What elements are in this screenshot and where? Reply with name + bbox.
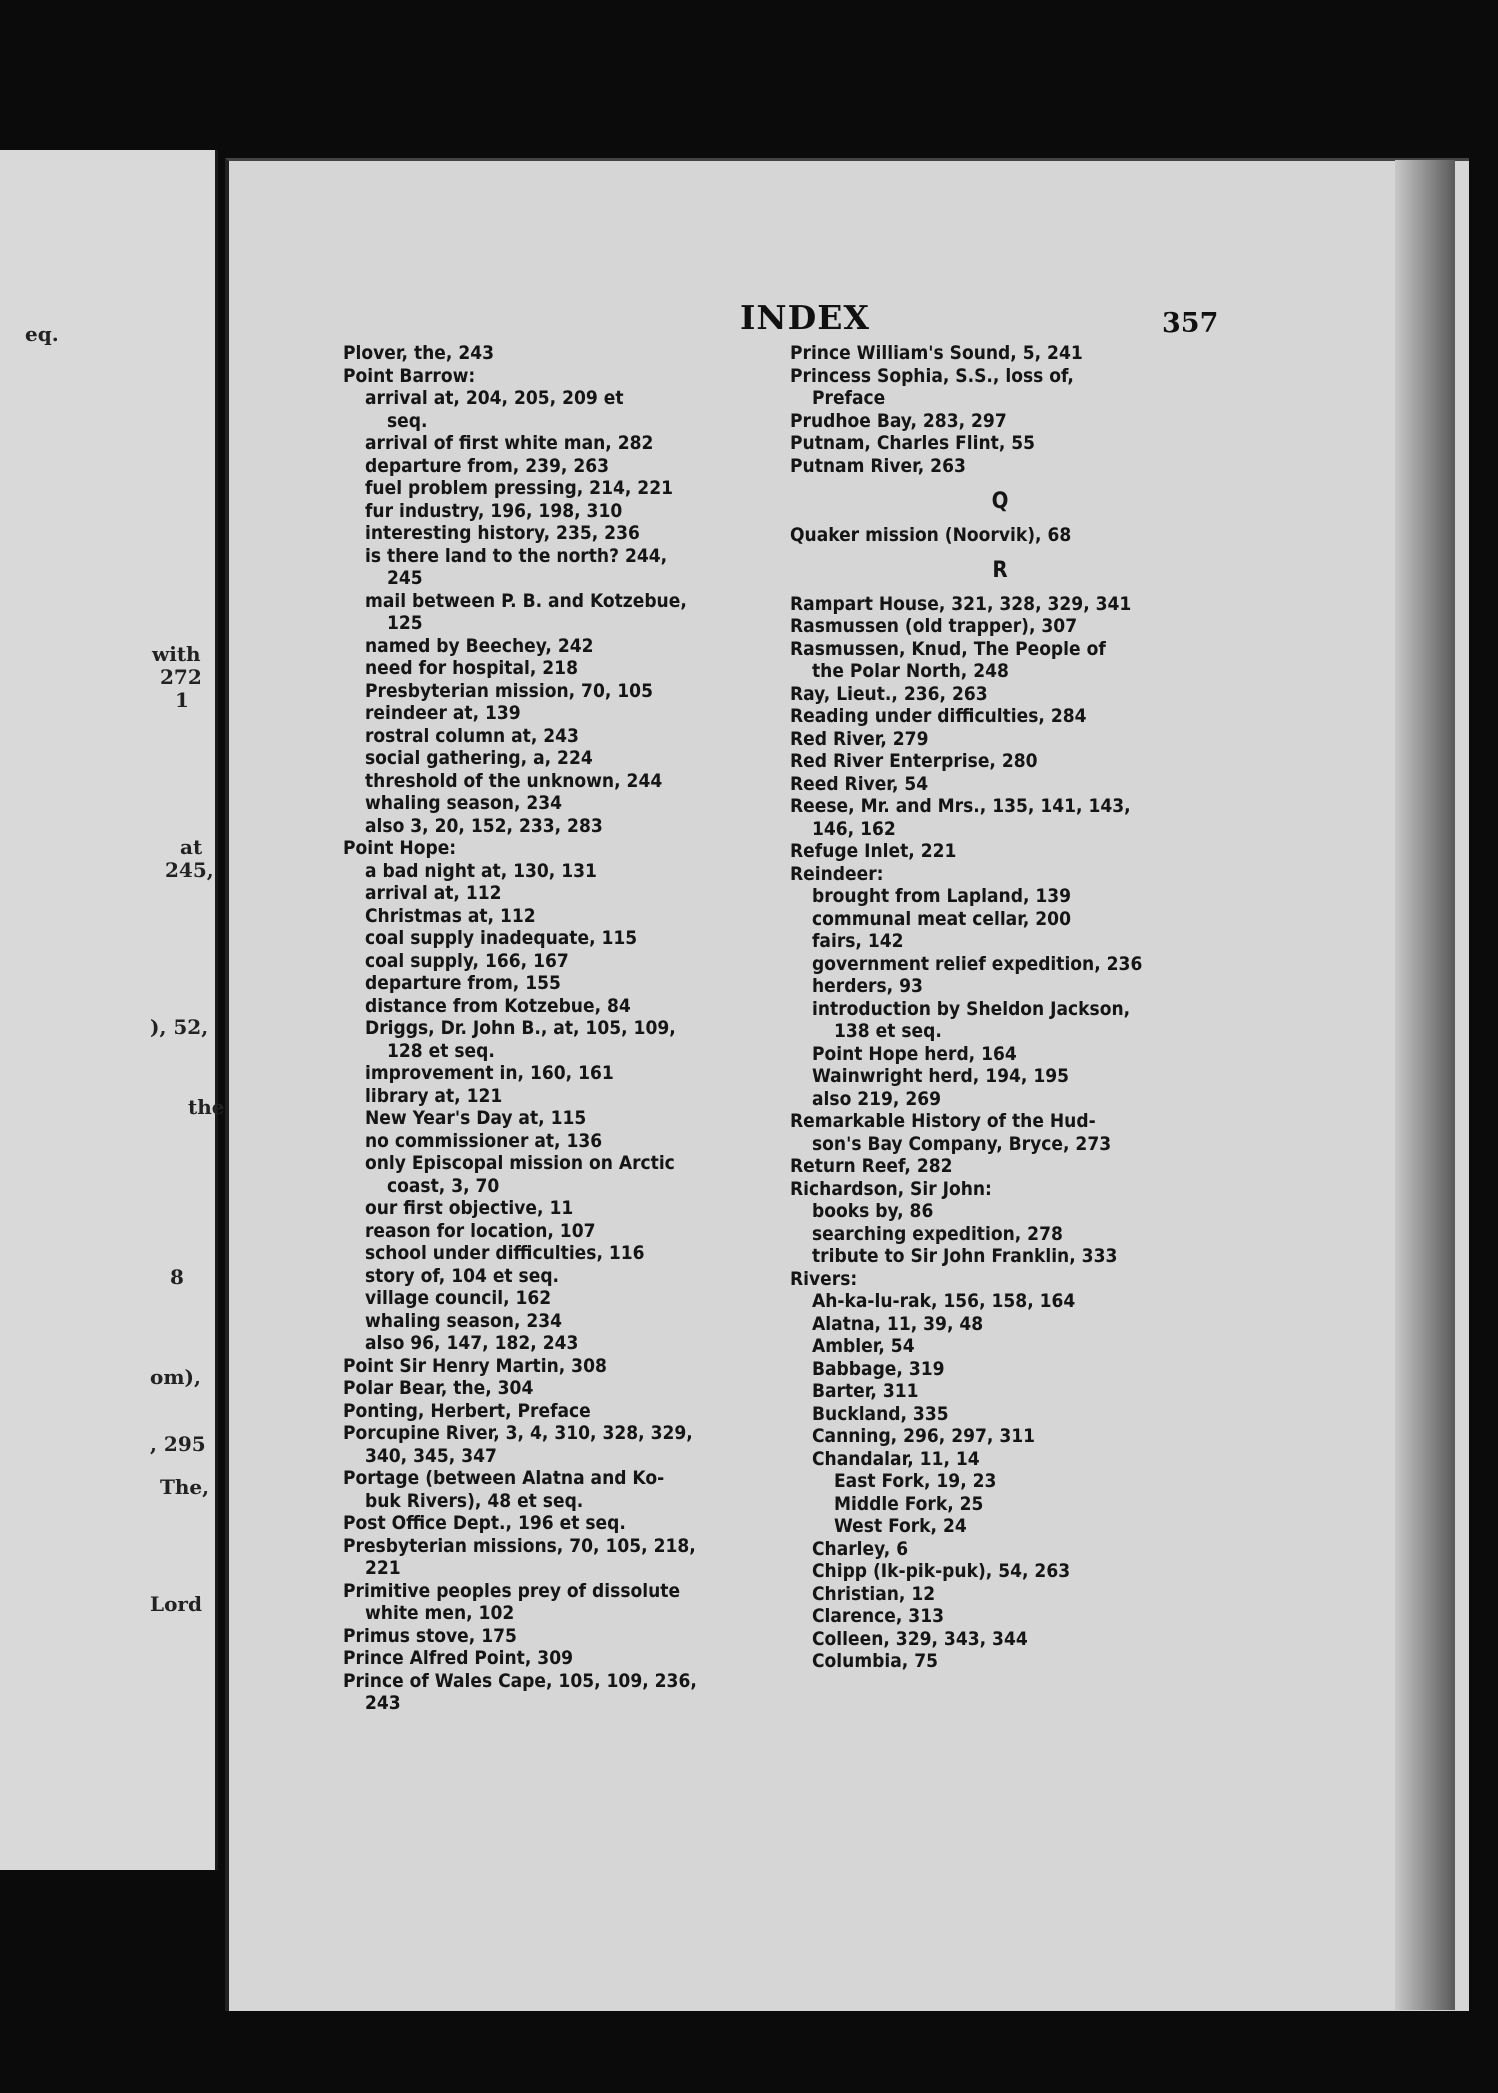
index-subentry: Canning, 296, 297, 311 — [812, 1425, 1036, 1447]
index-entry: Rasmussen, Knud, The People of — [790, 637, 1106, 660]
index-subentry: reason for location, 107 — [365, 1219, 596, 1242]
index-entry: 221 — [365, 1557, 401, 1579]
index-entry: Primitive peoples prey of dissolute — [343, 1579, 681, 1602]
index-subentry: West Fork, 24 — [834, 1515, 967, 1537]
index-subentry: also 3, 20, 152, 233, 283 — [365, 814, 603, 837]
index-subentry: Ambler, 54 — [812, 1335, 915, 1357]
left-page-fragment: The, — [160, 1475, 210, 1499]
index-entry: Point Hope: — [343, 837, 457, 859]
index-subentry: searching expedition, 278 — [812, 1222, 1063, 1245]
index-entry: Putnam, Charles Flint, 55 — [790, 432, 1036, 454]
index-entry: Remarkable History of the Hud- — [790, 1110, 1096, 1132]
index-subentry: Barter, 311 — [812, 1380, 919, 1402]
index-subentry: is there land to the north? 244, — [365, 544, 668, 567]
index-entry: Rampart House, 321, 328, 329, 341 — [790, 592, 1132, 615]
left-page-fragment: at — [180, 835, 203, 859]
index-subentry: social gathering, a, 224 — [365, 747, 593, 769]
index-subentry: 125 — [387, 612, 423, 634]
index-subentry: named by Beechey, 242 — [365, 634, 594, 657]
index-subentry: brought from Lapland, 139 — [812, 885, 1072, 907]
index-subentry: introduction by Sheldon Jackson, — [812, 997, 1131, 1020]
index-subentry: Chandalar, 11, 14 — [812, 1447, 980, 1470]
index-subentry: also 96, 147, 182, 243 — [365, 1332, 579, 1354]
index-subentry: Point Hope herd, 164 — [812, 1042, 1017, 1065]
left-page-fragment: 245, — [165, 858, 214, 882]
index-subentry: Chipp (Ik-pik-puk), 54, 263 — [812, 1560, 1071, 1582]
index-entry: Reese, Mr. and Mrs., 135, 141, 143, — [790, 795, 1131, 817]
index-entry: Return Reef, 282 — [790, 1155, 953, 1177]
index-subentry: fur industry, 196, 198, 310 — [365, 499, 623, 522]
index-subentry: government relief expedition, 236 — [812, 952, 1143, 975]
section-letter: R — [992, 558, 1008, 583]
left-page-fragment: eq. — [25, 322, 59, 346]
left-page-fragment: om), — [150, 1365, 201, 1389]
index-subentry: Columbia, 75 — [812, 1650, 938, 1672]
index-subentry: 128 et seq. — [387, 1039, 495, 1062]
index-subentry: Alatna, 11, 39, 48 — [812, 1312, 984, 1335]
section-letter: Q — [991, 489, 1009, 514]
left-page-fragment: 1 — [175, 688, 189, 712]
index-subentry: Buckland, 335 — [812, 1402, 949, 1425]
index-subentry: reindeer at, 139 — [365, 702, 521, 724]
index-entry: Ray, Lieut., 236, 263 — [790, 682, 988, 705]
index-entry: Rivers: — [790, 1267, 858, 1290]
left-page-edge — [0, 150, 225, 1870]
index-column-left — [343, 342, 748, 1715]
index-subentry: coast, 3, 70 — [387, 1174, 500, 1197]
index-subentry: arrival at, 112 — [365, 882, 502, 904]
index-subentry: departure from, 239, 263 — [365, 454, 610, 477]
index-entry: Prince Alfred Point, 309 — [343, 1647, 573, 1669]
index-entry: Reading under difficulties, 284 — [790, 705, 1087, 727]
page-number: 357 — [1162, 308, 1219, 339]
index-entry: Plover, the, 243 — [343, 342, 495, 364]
index-subentry: village council, 162 — [365, 1287, 552, 1309]
index-entry: Preface — [812, 387, 886, 409]
left-page-fragment: Lord — [150, 1592, 202, 1616]
page-title: INDEX — [740, 298, 870, 337]
index-subentry: fuel problem pressing, 214, 221 — [365, 477, 673, 499]
index-entry: Ponting, Herbert, Preface — [343, 1399, 591, 1422]
page-edge-shadow — [1395, 160, 1455, 2010]
index-subentry: herders, 93 — [812, 975, 923, 997]
left-page-fragment: 272 — [160, 665, 202, 689]
index-subentry: also 219, 269 — [812, 1087, 942, 1110]
index-entry: Prince William's Sound, 5, 241 — [790, 342, 1083, 364]
index-subentry: whaling season, 234 — [365, 1309, 563, 1332]
index-subentry: Ah-ka-lu-rak, 156, 158, 164 — [812, 1290, 1076, 1312]
index-subentry: our first objective, 11 — [365, 1197, 574, 1219]
index-entry: white men, 102 — [365, 1602, 515, 1624]
index-entry: Prince of Wales Cape, 105, 109, 236, — [343, 1669, 697, 1692]
index-entry: Red River, 279 — [790, 727, 929, 750]
index-subentry: rostral column at, 243 — [365, 724, 579, 747]
index-subentry: fairs, 142 — [812, 930, 904, 952]
index-subentry: books by, 86 — [812, 1200, 934, 1222]
index-subentry: coal supply inadequate, 115 — [365, 927, 638, 949]
index-subentry: coal supply, 166, 167 — [365, 949, 569, 972]
index-subentry: Driggs, Dr. John B., at, 105, 109, — [365, 1017, 676, 1039]
left-page-fragment: , 295 — [150, 1432, 206, 1456]
left-page-fragment: the — [188, 1095, 225, 1119]
index-column-right — [790, 342, 1210, 1673]
index-entry: Polar Bear, the, 304 — [343, 1377, 534, 1399]
index-entry: Refuge Inlet, 221 — [790, 840, 957, 862]
index-entry: 146, 162 — [812, 817, 896, 840]
index-subentry: threshold of the unknown, 244 — [365, 769, 663, 792]
index-subentry: a bad night at, 130, 131 — [365, 859, 597, 882]
index-entry: Portage (between Alatna and Ko- — [343, 1467, 665, 1489]
index-subentry: Christmas at, 112 — [365, 904, 536, 927]
index-subentry: Middle Fork, 25 — [834, 1492, 984, 1515]
index-subentry: library at, 121 — [365, 1084, 503, 1107]
index-entry: Point Barrow: — [343, 364, 476, 387]
index-subentry: departure from, 155 — [365, 972, 561, 994]
index-entry: 243 — [365, 1692, 401, 1714]
index-subentry: Clarence, 313 — [812, 1605, 944, 1627]
index-subentry: communal meat cellar, 200 — [812, 907, 1071, 930]
index-subentry: seq. — [387, 409, 428, 432]
index-entry: Rasmussen (old trapper), 307 — [790, 615, 1078, 637]
index-subentry: improvement in, 160, 161 — [365, 1062, 614, 1084]
index-entry: Porcupine River, 3, 4, 310, 328, 329, — [343, 1422, 693, 1444]
index-subentry: distance from Kotzebue, 84 — [365, 994, 631, 1017]
index-subentry: no commissioner at, 136 — [365, 1129, 603, 1152]
index-subentry: 138 et seq. — [834, 1020, 942, 1042]
index-entry: Point Sir Henry Martin, 308 — [343, 1354, 607, 1377]
index-subentry: Presbyterian mission, 70, 105 — [365, 679, 653, 702]
index-subentry: Wainwright herd, 194, 195 — [812, 1065, 1070, 1087]
index-entry: Primus stove, 175 — [343, 1624, 517, 1647]
index-subentry: Colleen, 329, 343, 344 — [812, 1627, 1028, 1650]
index-subentry: interesting history, 235, 236 — [365, 522, 640, 544]
index-subentry: whaling season, 234 — [365, 792, 563, 814]
left-page-fragment: with — [152, 642, 201, 666]
index-entry: buk Rivers), 48 et seq. — [365, 1489, 584, 1512]
index-entry: Princess Sophia, S.S., loss of, — [790, 364, 1074, 387]
index-entry: Red River Enterprise, 280 — [790, 750, 1038, 772]
index-subentry: Charley, 6 — [812, 1537, 909, 1560]
index-subentry: mail between P. B. and Kotzebue, — [365, 589, 687, 612]
index-subentry: arrival at, 204, 205, 209 et — [365, 387, 624, 409]
index-subentry: East Fork, 19, 23 — [834, 1470, 997, 1492]
index-entry: Reindeer: — [790, 862, 884, 885]
index-subentry: New Year's Day at, 115 — [365, 1107, 587, 1129]
index-entry: Presbyterian missions, 70, 105, 218, — [343, 1534, 696, 1557]
index-entry: 340, 345, 347 — [365, 1444, 497, 1467]
index-subentry: Christian, 12 — [812, 1582, 936, 1605]
left-page-fragment: 8 — [170, 1265, 184, 1289]
index-subentry: need for hospital, 218 — [365, 657, 578, 679]
index-entry: the Polar North, 248 — [812, 660, 1009, 682]
index-entry: Putnam River, 263 — [790, 454, 966, 477]
index-subentry: arrival of first white man, 282 — [365, 432, 654, 454]
index-entry: Post Office Dept., 196 et seq. — [343, 1512, 626, 1534]
index-entry: Richardson, Sir John: — [790, 1177, 992, 1200]
index-entry: Reed River, 54 — [790, 772, 929, 795]
left-page-fragment: ), 52, — [150, 1015, 209, 1039]
index-entry: Prudhoe Bay, 283, 297 — [790, 409, 1007, 432]
index-entry: son's Bay Company, Bryce, 273 — [812, 1132, 1112, 1155]
index-subentry: only Episcopal mission on Arctic — [365, 1152, 675, 1174]
index-subentry: Babbage, 319 — [812, 1357, 945, 1380]
index-subentry: tribute to Sir John Franklin, 333 — [812, 1245, 1118, 1267]
index-subentry: school under difficulties, 116 — [365, 1242, 645, 1264]
index-subentry: 245 — [387, 567, 423, 589]
index-subentry: story of, 104 et seq. — [365, 1264, 560, 1287]
index-entry: Quaker mission (Noorvik), 68 — [790, 523, 1072, 546]
